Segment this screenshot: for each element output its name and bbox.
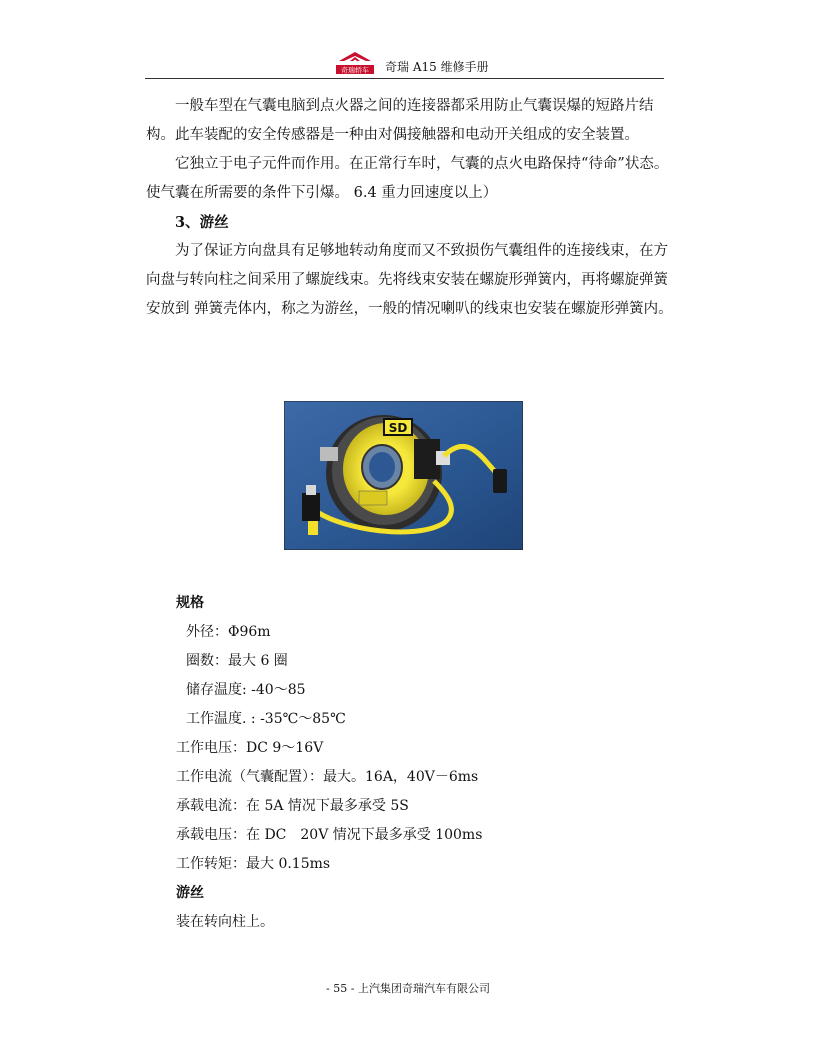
clock-spring-note: 装在转向柱上。 (176, 914, 274, 930)
spec-item: 工作电流（气囊配置）：最大。16A，40V－6ms (176, 769, 479, 785)
specifications (176, 589, 482, 937)
paragraph-1: 一般车型在气囊电脑到点火器之间的连接器都采用防止气囊误爆的短路片结构。此车装配的安全传感器是一种由对偶接触器和电动开关组成的安全装置。 (146, 98, 654, 143)
paragraph-3: 为了保证方向盘具有足够地转动角度而又不致损伤气囊组件的连接线束，在方向盘与转向柱之间采用了螺旋线束。先将线束安装在螺旋形弹簧内，再将螺旋弹簧安放到 弹簧壳体内，称之为游丝，一般的情况喇叭的线束也安装在螺旋形弹簧内。 (146, 243, 673, 317)
spec-item: 工作温度. : -35℃～85℃ (186, 711, 346, 727)
specs-heading: 规格 (176, 595, 204, 611)
spec-item: 承载电流：在 5A 情况下最多承受 5S (176, 798, 409, 814)
clock-spring-heading: 游丝 (176, 885, 204, 901)
page-header (145, 50, 664, 79)
page-footer: - 55 - 上汽集团奇瑞汽车有限公司 (326, 982, 490, 995)
spec-item: 工作电压：DC 9～16V (176, 740, 324, 756)
paragraph-2: 它独立于电子元件而作用。在正常行车时，气囊的点火电路保持“待命”状态。使气囊在所需要的条件下引爆。 6.4 重力回速度以上） (146, 156, 669, 201)
header-title: 奇瑞 A15 维修手册 (385, 60, 489, 74)
body-text (146, 92, 676, 324)
clock-spring-photo (284, 401, 523, 550)
chery-logo (333, 50, 377, 76)
spec-item: 储存温度: -40～85 (186, 682, 306, 698)
svg-text:SD: SD (388, 421, 408, 435)
spec-item: 承载电压：在 DC 20V 情况下最多承受 100ms (176, 827, 483, 843)
section-heading-3: 3、游丝 (175, 214, 229, 231)
spec-item: 外径：Φ96m (186, 624, 271, 640)
spec-item: 圈数：最大 6 圈 (186, 653, 288, 669)
svg-text:奇瑞轿车: 奇瑞轿车 (341, 66, 369, 75)
spec-item: 工作转矩：最大 0.15ms (176, 856, 331, 872)
